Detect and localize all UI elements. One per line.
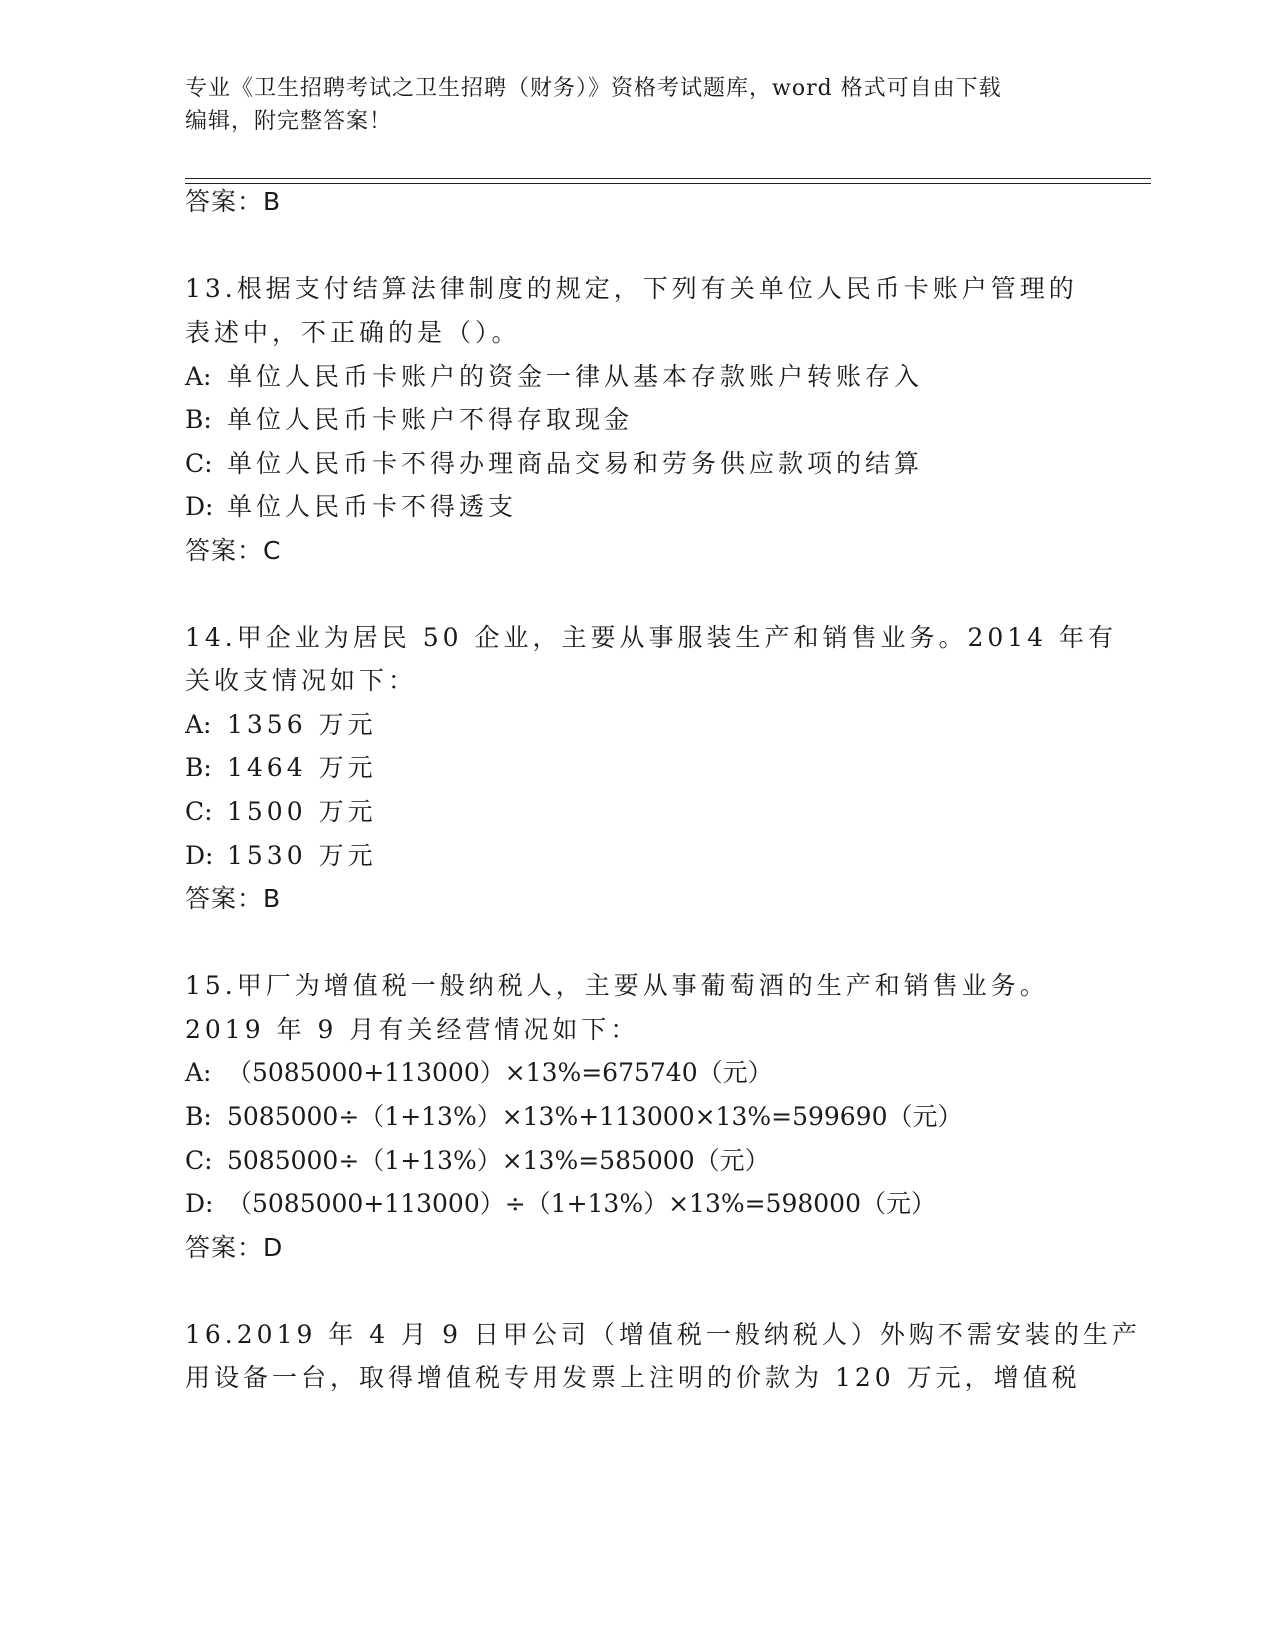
question-15-option-b: B: 5085000÷（1+13%）×13%+113000×13%=599690（元） — [185, 1102, 963, 1131]
question-14-stem-line-2: 关收支情况如下： — [185, 666, 418, 695]
question-13-option-b: B: 单位人民币卡账户不得存取现金 — [185, 405, 634, 434]
question-13-stem-line-2: 表述中，不正确的是（）。 — [185, 318, 521, 347]
header-divider-top — [185, 178, 1151, 179]
question-14-option-b: B: 1464 万元 — [185, 753, 377, 782]
question-16-stem-line-2: 用设备一台，取得增值税专用发票上注明的价款为 120 万元，增值税 — [185, 1363, 1081, 1392]
question-14-stem-line-1: 14.甲企业为居民 50 企业，主要从事服装生产和销售业务。2014 年有 — [185, 623, 1118, 652]
question-16-stem-line-1: 16.2019 年 4 月 9 日甲公司（增值税一般纳税人）外购不需安装的生产 — [185, 1320, 1141, 1349]
question-13-option-c: C: 单位人民币卡不得办理商品交易和劳务供应款项的结算 — [185, 449, 924, 478]
question-14-option-d: D: 1530 万元 — [185, 841, 377, 870]
question-15-stem-line-1: 15.甲厂为增值税一般纳税人，主要从事葡萄酒的生产和销售业务。 — [185, 971, 1049, 1000]
header-line-2: 编辑，附完整答案！ — [185, 109, 393, 134]
question-13-stem-line-1: 13.根据支付结算法律制度的规定，下列有关单位人民币卡账户管理的 — [185, 274, 1078, 303]
question-15-option-c: C: 5085000÷（1+13%）×13%=585000（元） — [185, 1146, 770, 1175]
header-divider-bottom — [185, 183, 1151, 184]
question-15-answer: 答案：D — [185, 1233, 284, 1262]
answer-prev: 答案：B — [185, 187, 282, 216]
question-14-option-c: C: 1500 万元 — [185, 797, 377, 826]
question-14-option-a: A: 1356 万元 — [185, 710, 377, 739]
question-13-option-a: A: 单位人民币卡账户的资金一律从基本存款账户转账存入 — [185, 362, 924, 391]
question-14-answer: 答案：B — [185, 884, 282, 913]
document-header — [185, 72, 1085, 138]
question-15-option-d: D: （5085000+113000）÷（1+13%）×13%=598000（元） — [185, 1189, 936, 1218]
question-13-option-d: D: 单位人民币卡不得透支 — [185, 492, 518, 521]
question-13-answer: 答案：C — [185, 536, 282, 565]
question-15-stem-line-2: 2019 年 9 月有关经营情况如下： — [185, 1015, 640, 1044]
question-15-option-a: A: （5085000+113000）×13%=675740（元） — [185, 1058, 773, 1087]
header-line-1: 专业《卫生招聘考试之卫生招聘（财务）》资格考试题库，word 格式可自由下载 — [185, 76, 1002, 101]
